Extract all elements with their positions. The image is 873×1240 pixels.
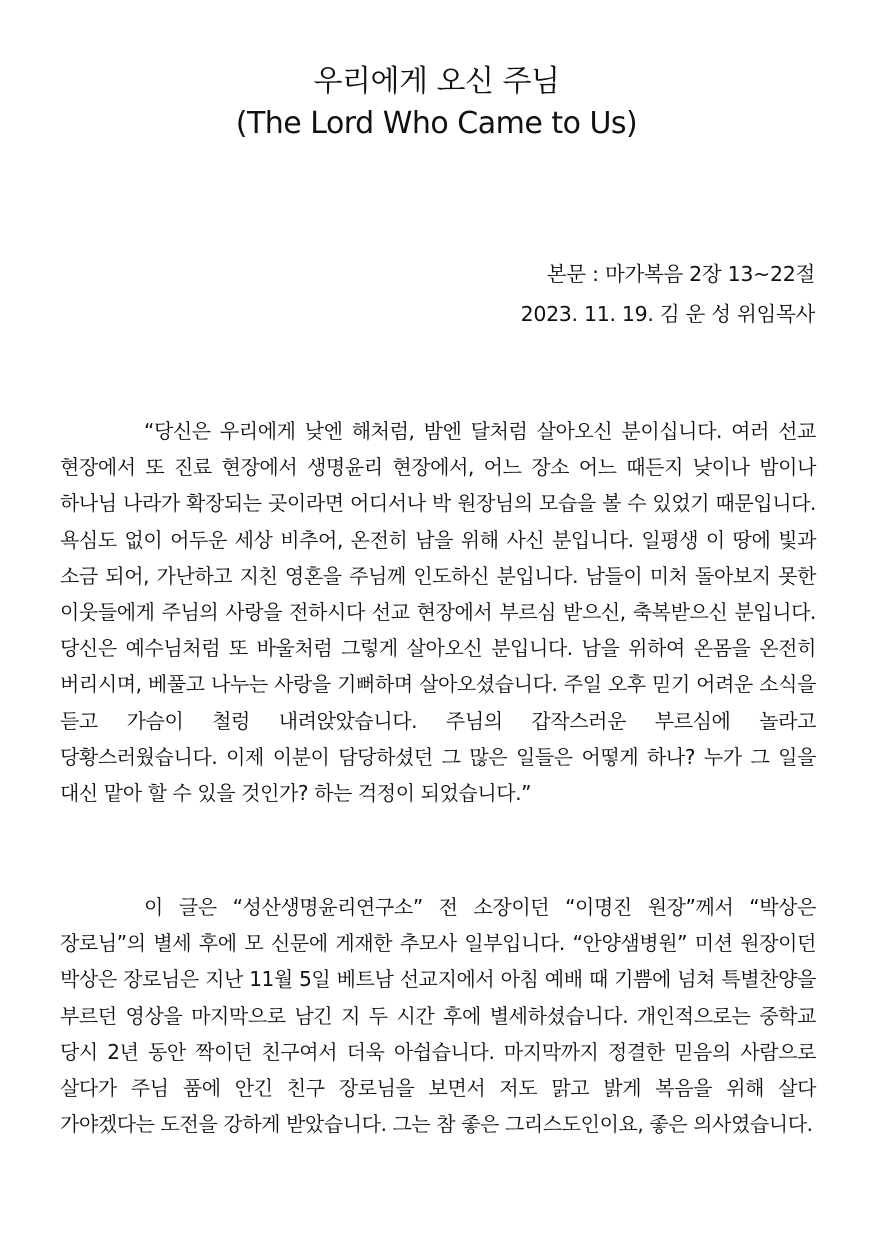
body-paragraph-intro: 이 글은 “성산생명윤리연구소” 전 소장이던 “이명진 원장”께서 “박상은 장로님”의 별세 후에 모 신문에 게재한 추모사 일부입니다. “안양샘병원” 미션 원장이던 박상은 장로님은 지난 11월 5일 베트남 선교지에서 아침 예배 때 기쁨에 넘쳐 특별찬양을 부르던 영상을 마지막으로 남긴 지 두 시간 후에 별세하셨습니다. 개인적으로는 중학교 당시 2년 동안 짝이던 친구여서 더욱 아쉽습니다. 마지막까지 정결한 믿음의 사람으로 살다가 주님 품에 안긴 친구 장로님을 보면서 저도 맑고 밝게 복음을 위해 살다 가야겠다는 도전을 강하게 받았습니다. 그는 참 좋은 그리스도인이요, 좋은 의사였습니다. [60,895,816,1137]
body-paragraph-quote: “당신은 우리에게 낮엔 해처럼, 밤엔 달처럼 살아오신 분이십니다. 여러 선교 현장에서 또 진료 현장에서 생명윤리 현장에서, 어느 장소 어느 때든지 낮이나 밤이나 하나님 나라가 확장되는 곳이라면 어디서나 박 원장님의 모습을 볼 수 있었기 때문입니다. 욕심도 없이 어두운 세상 비추어, 온전히 남을 위해 사신 분입니다. 일평생 이 땅에 빛과 소금 되어, 가난하고 지친 영혼을 주님께 인도하신 분입니다. 남들이 미처 돌아보지 못한 이웃들에게 주님의 사랑을 전하시다 선교 현장에서 부르심 받으신, 축복받으신 분입니다. 당신은 예수님처럼 또 바울처럼 그렇게 살아오신 분입니다. 남을 위하여 온몸을 온전히 버리시며, 베풀고 나누는 사랑을 기뻐하며 살아오셨습니다. 주일 오후 믿기 어려운 소식을 듣고 가슴이 철렁 내려앉았습니다. 주님의 갑작스러운 부르심에 놀라고 당황스러웠습니다. 이제 이분이 담당하셨던 그 많은 일들은 어떻게 하나? 누가 그 일을 대신 맡아 할 수 있을 것인가? 하는 걱정이 되었습니다.” [60,419,816,806]
sermon-title-english: (The Lord Who Came to Us) [235,106,638,141]
scripture-reference: 본문 : 마가복음 2장 13~22절 [546,262,815,286]
sermon-title-korean: 우리에게 오신 주님 [313,64,560,99]
date-and-author: 2023. 11. 19. 김 운 성 위임목사 [520,302,815,326]
